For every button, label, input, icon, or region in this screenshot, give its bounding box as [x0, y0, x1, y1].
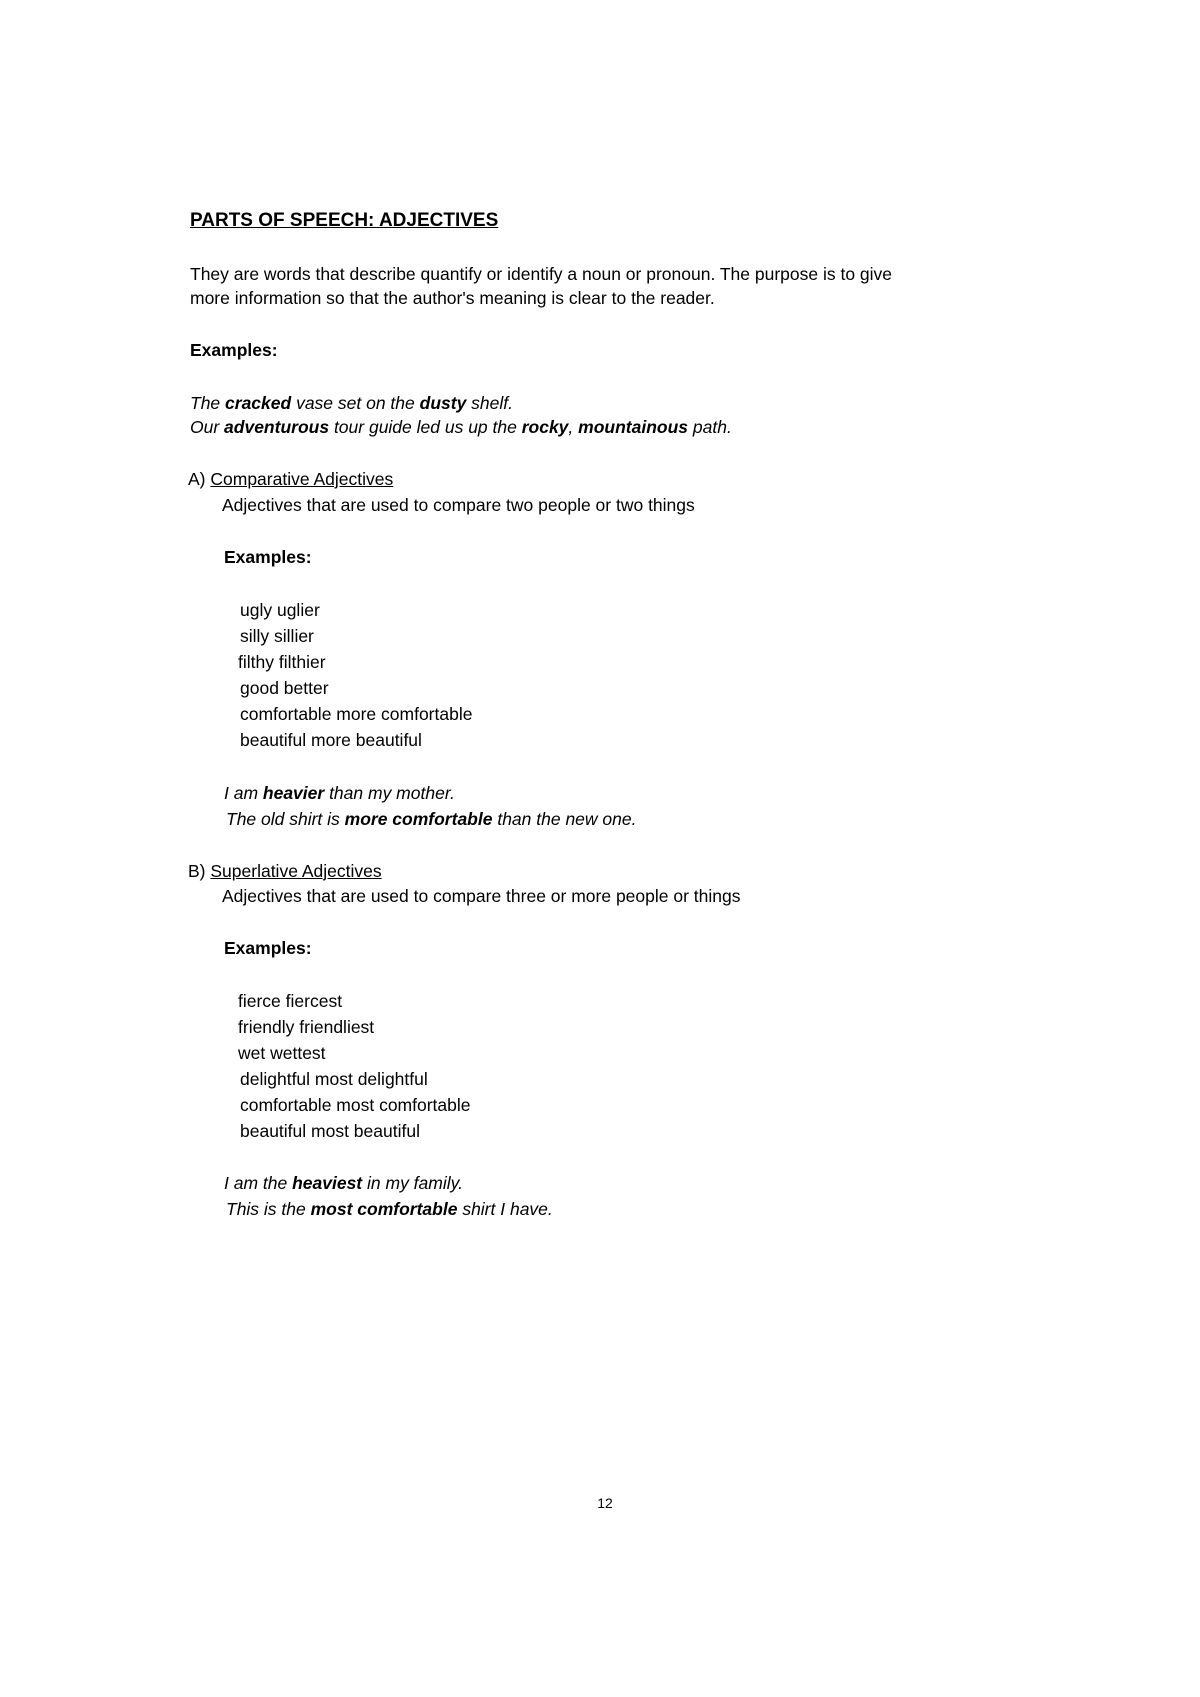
sentence-text: I am the: [224, 1173, 293, 1193]
emphasized-word: heaviest: [292, 1173, 363, 1193]
section-b-prefix: B): [188, 861, 211, 881]
section-b-examples-heading: Examples:: [224, 938, 312, 958]
section-b-title: Superlative Adjectives: [210, 861, 382, 881]
emphasized-word: heavier: [262, 783, 325, 803]
comparative-sentence: [226, 806, 636, 832]
sentence-text: tour guide led us up the: [329, 417, 522, 437]
word-pair: ugly uglier: [240, 600, 320, 620]
emphasized-word: rocky: [521, 417, 569, 437]
sentence-text: ,: [568, 417, 579, 437]
comparative-sentence: [224, 780, 455, 806]
sentence-text: than the new one.: [492, 809, 637, 829]
word-pair: comfortable most comfortable: [240, 1095, 471, 1115]
intro-line-1: They are words that describe quantify or identify a noun or pronoun. The purpose is to give: [190, 264, 893, 284]
sentence-text: The old shirt is: [226, 809, 345, 829]
word-pair: beautiful more beautiful: [240, 730, 422, 750]
superlative-sentence: [224, 1170, 463, 1196]
section-a-prefix: A): [188, 469, 211, 489]
section-b-description: Adjectives that are used to compare three or more people or things: [222, 886, 741, 906]
section-a-heading: [188, 466, 393, 492]
example-sentence: [190, 390, 513, 416]
sentence-text: I am: [224, 783, 263, 803]
emphasized-word: dusty: [419, 393, 467, 413]
word-pair: delightful most delightful: [240, 1069, 428, 1089]
sentence-text: than my mother.: [324, 783, 455, 803]
word-pair: silly sillier: [240, 626, 314, 646]
emphasized-word: most comfortable: [310, 1199, 458, 1219]
page-title: PARTS OF SPEECH: ADJECTIVES: [190, 210, 499, 231]
emphasized-word: mountainous: [578, 417, 689, 437]
sentence-text: shirt I have.: [457, 1199, 553, 1219]
sentence-text: shelf.: [466, 393, 514, 413]
sentence-text: Our: [190, 417, 225, 437]
word-pair: good better: [240, 678, 329, 698]
emphasized-word: cracked: [225, 393, 292, 413]
sentence-text: in my family.: [362, 1173, 463, 1193]
section-a-title: Comparative Adjectives: [210, 469, 394, 489]
emphasized-word: more comfortable: [344, 809, 493, 829]
examples-heading: Examples:: [190, 340, 278, 360]
word-pair: fierce fiercest: [238, 991, 343, 1011]
emphasized-word: adventurous: [224, 417, 330, 437]
section-a-examples-heading: Examples:: [224, 547, 312, 567]
sentence-text: This is the: [226, 1199, 311, 1219]
sentence-text: path.: [688, 417, 732, 437]
word-pair: filthy filthier: [238, 652, 326, 672]
sentence-text: vase set on the: [291, 393, 420, 413]
example-sentence: [190, 414, 732, 440]
page-number: 12: [597, 1495, 613, 1511]
intro-line-2: more information so that the author's meaning is clear to the reader.: [190, 288, 715, 308]
section-a-description: Adjectives that are used to compare two people or two things: [222, 495, 695, 515]
sentence-text: The: [190, 393, 226, 413]
superlative-sentence: [226, 1196, 553, 1222]
word-pair: comfortable more comfortable: [240, 704, 473, 724]
word-pair: wet wettest: [238, 1043, 326, 1063]
word-pair: beautiful most beautiful: [240, 1121, 420, 1141]
word-pair: friendly friendliest: [238, 1017, 375, 1037]
section-b-heading: [188, 858, 382, 884]
